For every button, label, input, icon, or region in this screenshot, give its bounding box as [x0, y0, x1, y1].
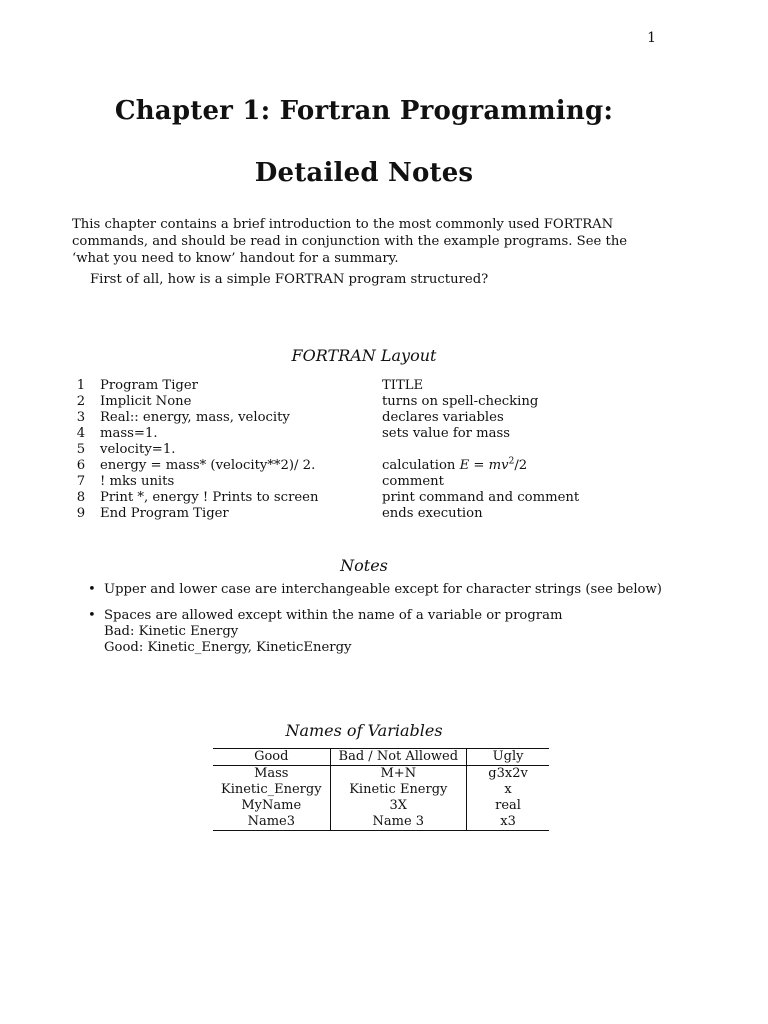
table-cell: x3 — [500, 814, 516, 829]
table-row — [213, 766, 549, 783]
line-number: 1 — [76, 378, 86, 393]
table-cell: g3x2v — [488, 766, 528, 781]
table-cell: Kinetic_Energy — [213, 782, 330, 798]
formula-exp: 2 — [508, 456, 515, 467]
code-comment: turns on spell-checking — [382, 394, 539, 409]
code-text: Real:: energy, mass, velocity — [100, 410, 290, 425]
code-comment: sets value for mass — [382, 426, 511, 441]
table-cell: x — [504, 782, 512, 797]
bullet-text: Spaces are allowed except within the name of a variable or program — [104, 608, 563, 623]
good-example: Good: Kinetic_Energy, KineticEnergy — [104, 640, 352, 655]
code-text: Program Tiger — [100, 378, 198, 393]
code-line — [70, 458, 579, 474]
code-line — [70, 474, 579, 490]
line-number: 4 — [76, 426, 86, 441]
table-cell: Name3 — [213, 814, 330, 831]
chapter-title: Chapter 1: Fortran Programming: — [114, 96, 614, 126]
line-number: 6 — [76, 458, 86, 473]
code-text: Implicit None — [100, 394, 192, 409]
formula-eq: = — [469, 458, 489, 473]
code-comment — [382, 442, 579, 458]
formula-prefix: calculation — [382, 458, 460, 473]
code-comment: comment — [382, 474, 444, 489]
bullet-icon: • — [88, 608, 96, 623]
line-number: 2 — [76, 394, 86, 409]
intro-paragraph: This chapter contains a brief introduction to the most commonly used FORTRAN commands, and should be read in conjunction with the example programs. See the ‘what you need to know’ handout for a summary. — [72, 217, 628, 266]
table-cell: Kinetic Energy — [330, 782, 467, 798]
table-cell: Name 3 — [330, 814, 467, 831]
line-number: 3 — [76, 410, 86, 425]
table-cell: real — [495, 798, 521, 813]
code-line — [70, 490, 579, 506]
notes-heading: Notes — [340, 556, 388, 575]
formula-e: E — [459, 458, 470, 473]
code-text: mass=1. — [100, 426, 158, 441]
table-cell: MyName — [213, 798, 330, 814]
code-text: Print *, energy ! Prints to screen — [100, 490, 319, 505]
chapter-subtitle: Detailed Notes — [254, 158, 474, 188]
list-item — [88, 582, 662, 598]
code-comment: declares variables — [382, 410, 504, 425]
line-number: 9 — [76, 506, 86, 521]
list-item — [88, 608, 662, 656]
code-line — [70, 442, 579, 458]
code-comment: print command and comment — [382, 490, 580, 505]
table-row — [213, 782, 549, 798]
layout-heading: FORTRAN Layout — [291, 346, 437, 365]
code-text: ! mks units — [100, 474, 175, 489]
bullet-text: Upper and lower case are interchangeable except for character strings (see below) — [104, 582, 662, 597]
variable-names-table — [213, 748, 549, 831]
code-text: End Program Tiger — [100, 506, 229, 521]
notes-list — [88, 582, 662, 666]
bad-example: Bad: Kinetic Energy — [104, 624, 239, 639]
table-cell: M+N — [330, 766, 467, 783]
names-heading: Names of Variables — [285, 721, 443, 740]
code-line — [70, 410, 579, 426]
bullet-icon: • — [88, 582, 96, 597]
code-comment-formula — [382, 458, 579, 474]
column-header: Bad / Not Allowed — [330, 749, 467, 766]
code-line — [70, 394, 579, 410]
table-header-row — [213, 749, 549, 766]
column-header: Good — [213, 749, 330, 766]
question-paragraph: First of all, how is a simple FORTRAN program structured? — [90, 272, 489, 287]
table-cell: Mass — [213, 766, 330, 783]
table-row — [213, 814, 549, 831]
code-line — [70, 426, 579, 442]
code-comment: TITLE — [382, 378, 424, 393]
formula-div: /2 — [514, 458, 528, 473]
page-number: 1 — [647, 30, 656, 46]
code-listing — [70, 378, 579, 522]
table-row — [213, 798, 549, 814]
line-number: 8 — [76, 490, 86, 505]
table-cell: 3X — [330, 798, 467, 814]
code-text: energy = mass* (velocity**2)/ 2. — [100, 458, 316, 473]
column-header: Ugly — [467, 749, 550, 766]
code-line — [70, 506, 579, 522]
code-text: velocity=1. — [100, 442, 176, 457]
line-number: 5 — [76, 442, 86, 457]
line-number: 7 — [76, 474, 86, 489]
code-comment: ends execution — [382, 506, 483, 521]
formula-mv: mv — [488, 458, 509, 473]
code-line — [70, 378, 579, 394]
